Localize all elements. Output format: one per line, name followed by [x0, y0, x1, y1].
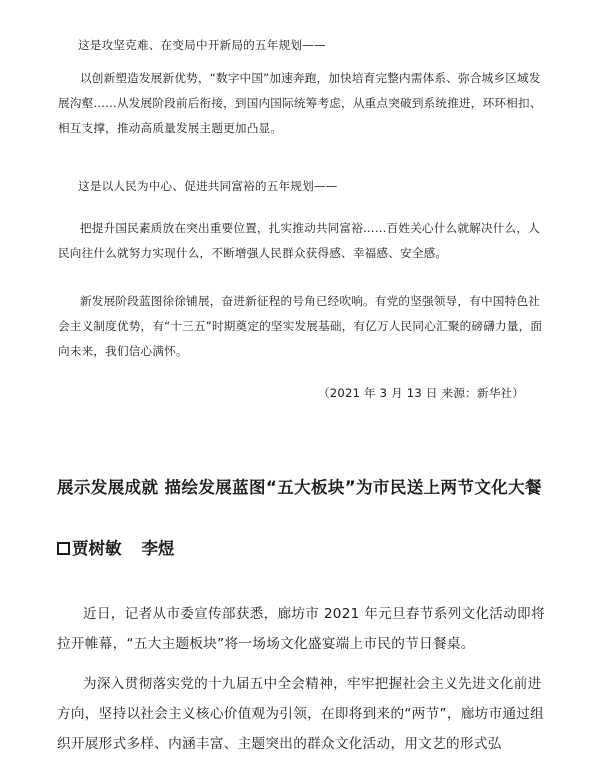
- author-1: 贾树敏: [72, 539, 122, 558]
- source-line: （2021 年 3 月 13 日 来源：新华社）: [318, 386, 525, 400]
- paragraph-2: 把提升国民素质放在突出重要位置，扎实推动共同富裕……百姓关心什么就解决什么，人民向往什么就努力实现什么，不断增强人民群众获得感、幸福感、安全感。: [58, 221, 540, 260]
- byline: [57, 536, 175, 562]
- square-icon: [57, 542, 70, 555]
- author-2: 李煜: [141, 539, 175, 558]
- article-title: 展示发展成就 描绘发展蓝图“五大板块”为市民送上两节文化大餐: [57, 478, 542, 497]
- paragraph-1: 以创新塑造发展新优势，“数字中国”加速奔跑，加快培育完整内需体系、弥合城乡区域发展沟壑……从发展阶段前后衔接，到国内国际统筹考虑，从重点突破到系统推进，环环相扣、相互支撑，推动高质量发展主题更加凸显。: [58, 71, 542, 135]
- lead-line-1: 这是攻坚克难、在变局中开新局的五年规划——: [78, 38, 326, 52]
- article-paragraph-1: 近日，记者从市委宣传部获悉，廊坊市 2021 年元旦春节系列文化活动即将拉开帷幕，“五大主题板块”将一场场文化盛宴端上市民的节日餐桌。: [57, 606, 545, 652]
- paragraph-3: 新发展阶段蓝图徐徐铺展，奋进新征程的号角已经吹响。有党的坚强领导，有中国特色社会主义制度优势，有“十三五”时期奠定的坚实发展基础，有亿万人民同心汇聚的磅礴力量，面向未来，我们信心满怀。: [58, 294, 543, 358]
- article-paragraph-2: 为深入贯彻落实党的十九届五中全会精神，牢牢把握社会主义先进文化前进方向，坚持以社会主义核心价值观为引领，在即将到来的“两节”，廊坊市通过组织开展形式多样、内涵丰富、主题突出的群众文化活动，用文艺的形式弘: [57, 676, 545, 752]
- lead-line-2: 这是以人民为中心、促进共同富裕的五年规划——: [78, 179, 338, 193]
